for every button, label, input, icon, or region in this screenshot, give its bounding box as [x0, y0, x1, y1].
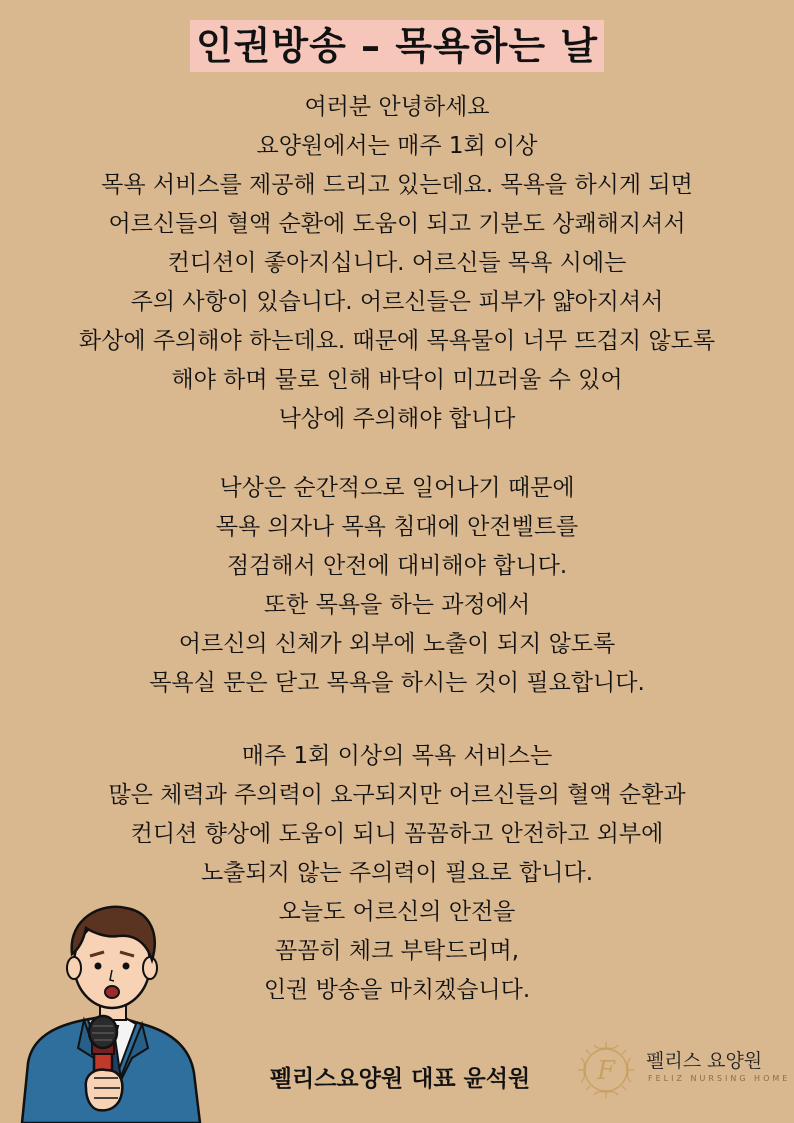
- text-line: 매주 1회 이상의 목욕 서비스는: [241, 743, 553, 769]
- ear-right: [143, 957, 157, 979]
- feliz-logo-icon: [574, 1038, 638, 1102]
- eye-right: [123, 963, 130, 970]
- eye-left: [95, 963, 102, 970]
- paragraph-1: [0, 88, 794, 439]
- mouth: [105, 986, 119, 998]
- text-line: 주의 사항이 있습니다. 어르신들은 피부가 얇아지셔서: [130, 289, 664, 315]
- text-line: 목욕실 문은 닫고 목욕을 하시는 것이 필요합니다.: [149, 670, 645, 696]
- logo-subtitle: FELIZ NURSING HOME: [648, 1074, 791, 1083]
- title-container: [0, 20, 794, 72]
- logo: [574, 1038, 791, 1100]
- news-reporter-illustration-icon: [14, 898, 210, 1123]
- text-line: 낙상에 주의해야 합니다: [278, 406, 516, 432]
- text-line: 어르신의 신체가 외부에 노출이 되지 않도록: [178, 631, 616, 657]
- logo-name: 펠리스 요양원: [646, 1050, 763, 1072]
- text-line: 오늘도 어르신의 안전을: [278, 899, 516, 925]
- text-line: 노출되지 않는 주의력이 필요로 합니다.: [200, 860, 594, 886]
- text-line: 목욕 의자나 목욕 침대에 안전벨트를: [215, 514, 579, 540]
- text-line: 또한 목욕을 하는 과정에서: [263, 592, 531, 618]
- text-line: 여러분 안녕하세요: [304, 94, 490, 120]
- text-line: 목욕 서비스를 제공해 드리고 있는데요. 목욕을 하시게 되면: [101, 172, 693, 198]
- ear-left: [67, 957, 81, 979]
- text-line: 많은 체력과 주의력이 요구되지만 어르신들의 혈액 순환과: [108, 782, 686, 808]
- text-line: 꼼꼼히 체크 부탁드리며,: [274, 938, 520, 964]
- text-line: 요양원에서는 매주 1회 이상: [256, 133, 538, 159]
- hand: [86, 1070, 123, 1111]
- text-line: 컨디션 향상에 도움이 되니 꼼꼼하고 안전하고 외부에: [130, 821, 664, 847]
- text-line: 점검해서 안전에 대비해야 합니다.: [226, 553, 568, 579]
- text-line: 어르신들의 혈액 순환에 도움이 되고 기분도 상쾌해지셔서: [108, 211, 686, 237]
- page-title: 인권방송 – 목욕하는 날: [190, 20, 604, 72]
- logo-letter: F: [596, 1056, 616, 1086]
- text-line: 해야 하며 물로 인해 바닥이 미끄러울 수 있어: [171, 367, 623, 393]
- text-line: 화상에 주의해야 하는데요. 때문에 목욕물이 너무 뜨겁지 않도록: [78, 328, 716, 354]
- signature: 펠리스요양원 대표 윤석원: [269, 1066, 531, 1092]
- text-line: 컨디션이 좋아지십니다. 어르신들 목욕 시에는: [167, 250, 627, 276]
- paragraph-2: [0, 469, 794, 703]
- microphone-head: [89, 1016, 117, 1048]
- text-line: 인권 방송을 마치겠습니다.: [263, 977, 531, 1003]
- text-line: 낙상은 순간적으로 일어나기 때문에: [219, 475, 575, 501]
